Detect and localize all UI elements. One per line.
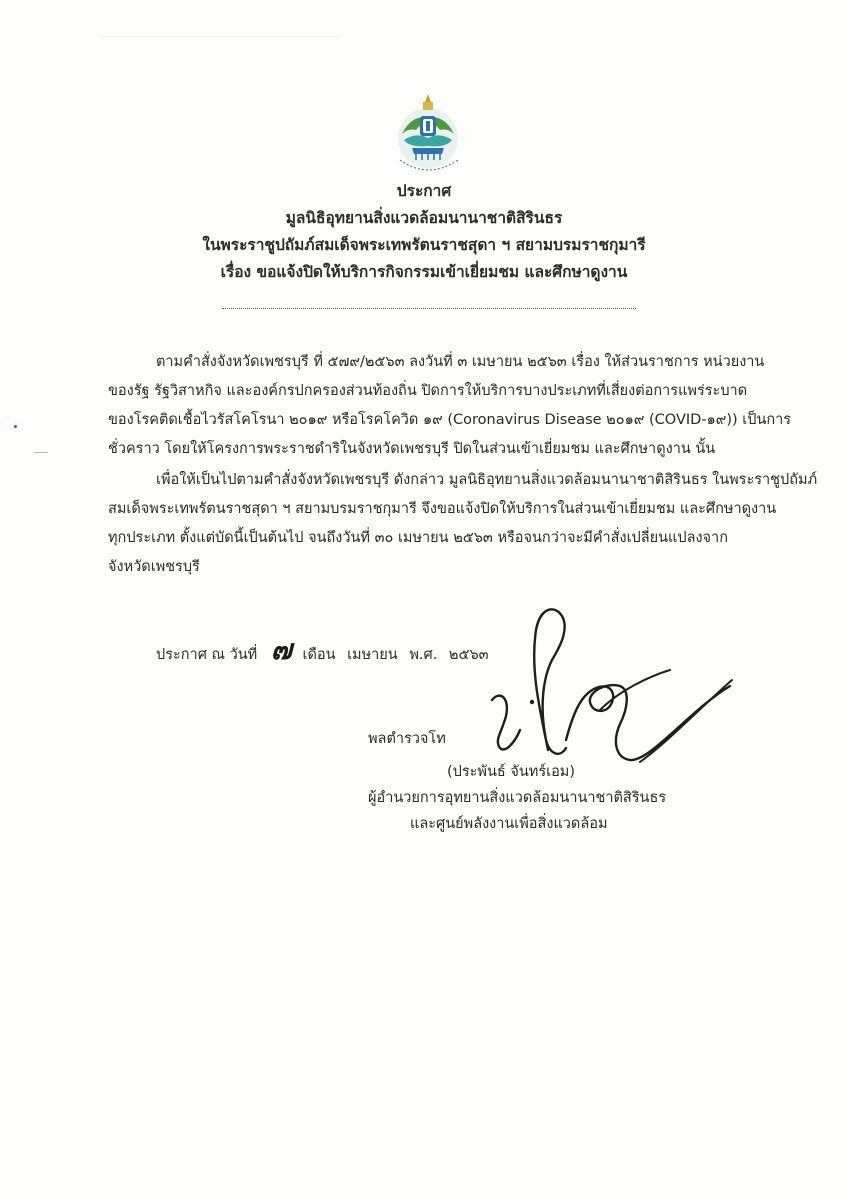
header-patronage: ในพระราชูปถัมภ์สมเด็จพระเทพรัตนราชสุดา ฯ สยามบรมราชกุมารี [202,236,646,254]
announcement-header [150,178,698,286]
header-organization: มูลนิธิอุทยานสิ่งแวดล้อมนานาชาติสิรินธร [285,209,563,227]
header-title: ประกาศ [396,182,452,200]
date-year-label: พ.ศ. [409,647,438,663]
signatory-rank: พลตำรวจโท [368,731,446,747]
paragraph-2-line: ทุกประเภท ตั้งแต่บัดนี้เป็นต้นไป จนถึงวันที่ ๓๐ เมษายน ๒๕๖๓ หรือจนกว่าจะมีคำสั่งเปลี่ยนแปลงจาก [108,530,728,546]
paragraph-2-line: เพื่อให้เป็นไปตามคำสั่งจังหวัดเพชรบุรี ดังกล่าว มูลนิธิอุทยานสิ่งแวดล้อมนานาชาติสิรินธร ในพระราชูปถัมภ์ [156,472,818,488]
dotted-divider [222,308,636,309]
paragraph-2-line: จังหวัดเพชรบุรี [108,559,200,575]
date-prefix: ประกาศ ณ วันที่ [156,647,258,663]
paragraph-1-line: ของรัฐ รัฐวิสาหกิจ และองค์กรปกครองส่วนท้องถิ่น ปิดการให้บริการบางประเภทที่เสี่ยงต่อการแพร่ระบาด [108,383,748,399]
scan-artifact [100,36,340,37]
date-day-handwritten: ๗ [270,633,292,666]
paragraph-1 [108,348,792,464]
date-month-label: เดือน [302,647,336,663]
paragraph-1-line: ของโรคติดเชื้อไวรัสโคโรนา ๒๐๑๙ หรือโรคโควิด ๑๙ (Coronavirus Disease ๒๐๑๙ (COVID-๑๙)) เป็นการ [108,412,792,428]
paragraph-2 [108,466,818,582]
paragraph-2-line: สมเด็จพระเทพรัตนราชสุดา ฯ สยามบรมราชกุมารี จึงขอแจ้งปิดให้บริการในส่วนเข้าเยี่ยมชม และศึกษาดูงาน [108,501,777,517]
signatory-name: (ประพันธ์ จันทร์เอม) [447,764,576,780]
paragraph-1-line: ตามคำสั่งจังหวัดเพชรบุรี ที่ ๕๗๙/๒๕๖๓ ลงวันที่ ๓ เมษายน ๒๕๖๓ เรื่อง ให้ส่วนราชการ หน่วยงาน [156,354,765,370]
date-year: ๒๕๖๓ [448,647,489,663]
foundation-seal-logo [382,88,474,180]
date-month: เมษายน [347,647,398,663]
signatory-position: ผู้อำนวยการอุทยานสิ่งแวดล้อมนานาชาติสิรินธร [368,790,667,806]
scan-dash [34,452,48,453]
scan-mark [14,425,17,428]
signatory-position-continued: และศูนย์พลังงานเพื่อสิ่งแวดล้อม [410,816,608,832]
header-subject: เรื่อง ขอแจ้งปิดให้บริการกิจกรรมเข้าเยี่ยมชม และศึกษาดูงาน [220,263,628,281]
announcement-date [156,628,496,672]
paragraph-1-line: ชั่วคราว โดยให้โครงการพระราชดำริในจังหวัดเพชรบุรี ปิดในส่วนเข้าเยี่ยมชม และศึกษาดูงาน นั้น [108,441,716,457]
